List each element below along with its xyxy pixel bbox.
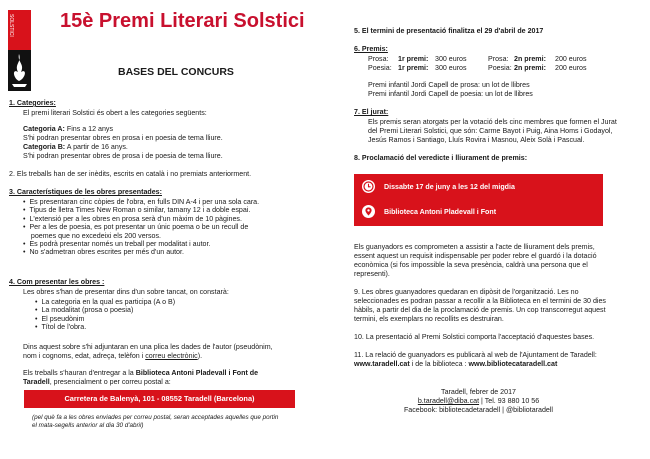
section-4-intro: Les obres s'han de presentar dins d'un sobre tancat, on constarà: bbox=[23, 288, 229, 296]
footer-email-link[interactable]: b.taradell@diba.cat bbox=[417, 397, 480, 405]
footer-date: Taradell, febrer de 2017 bbox=[441, 388, 516, 396]
postal-note-1: (pel què fa a les obres enviades per correu postal, seran acceptades aquelles que portin bbox=[32, 414, 279, 421]
children-prize-poetry: Premi infantil Jordi Capell de poesia: un lot de llibres bbox=[368, 90, 533, 98]
section-10-text: 10. La presentació al Premi Solstici comporta l'acceptació d'aquestes bases. bbox=[354, 333, 595, 341]
list-item: • Es presentaran cinc còpies de l'obra, en fulls DIN A-4 i per una sola cara. bbox=[23, 198, 260, 206]
prize-row: Poesia: 1r premi: 300 euros Poesia: 2n premi: 200 euros bbox=[368, 64, 587, 72]
section-1-intro: El premi literari Solstici és obert a les categories següents: bbox=[23, 109, 207, 117]
email-link[interactable]: correu electrònic bbox=[145, 352, 198, 360]
list-item: • Es podrà presentar només un treball per modalitat i autor. bbox=[23, 240, 211, 249]
section-11-l1: 11. La relació de guanyadors es publicarà al web de l'Ajuntament de Taradell: bbox=[354, 351, 597, 359]
section-9-l2: seleccionades es podran passar a recollir a la Biblioteca en el termini de 30 dies bbox=[354, 297, 606, 305]
jury-line-3: Jesús Ramos i Santiago, Lluís Rovira i Masnou, Aleix Solà i Pascual. bbox=[368, 136, 585, 144]
section-4-heading: 4. Com presentar les obres : bbox=[9, 278, 105, 286]
children-prize-prose: Premi infantil Jordi Capell de prosa: un lot de llibres bbox=[368, 81, 530, 89]
section-3-heading: 3. Característiques de les obres presentades: bbox=[9, 188, 162, 196]
jury-line-1: Els premis seran atorgats per la votació dels cinc membres que formen el Jurat bbox=[368, 118, 617, 126]
section-4-p3: Els treballs s'hauran d'entregar a la Biblioteca Antoni Pladevall i Font de bbox=[23, 369, 259, 377]
page-subtitle: BASES DEL CONCURS bbox=[118, 66, 234, 78]
section-3-list bbox=[23, 198, 259, 257]
section-2-text: 2. Els treballs han de ser inèdits, escrits en català i no premiats anteriorment. bbox=[9, 170, 252, 178]
solstici-logo bbox=[8, 10, 31, 91]
section-8-heading: 8. Proclamació del veredicte i lliurament de premis: bbox=[354, 154, 528, 162]
list-item: • El pseudònim bbox=[35, 314, 85, 323]
prize-row: Prosa: 1r premi: 300 euros Prosa: 2n premi: 200 euros bbox=[368, 55, 587, 63]
list-item: • Títol de l'obra. bbox=[35, 323, 87, 332]
section-4-list bbox=[35, 298, 175, 332]
section-6-heading: 6. Premis: bbox=[354, 45, 388, 53]
section-5-text: 5. El termini de presentació finalitza el 29 d'abril de 2017 bbox=[354, 27, 544, 35]
section-4-p3-cont: Taradell, presencialment o per correu postal a: bbox=[23, 378, 171, 386]
section-8-p1: Els guanyadors es comprometen a assistir a l'acte de lliurament dels premis, bbox=[354, 243, 595, 251]
category-b-label: Categoria B: bbox=[23, 143, 66, 151]
section-9-l1: 9. Les obres guanyadores quedaran en dipòsit de l'organització. Les no bbox=[354, 288, 579, 296]
logo-text: SOLSTICI bbox=[8, 14, 14, 37]
category-a-desc: S'hi podran presentar obres en prosa i en poesia de tema lliure. bbox=[23, 134, 223, 142]
flame-icon bbox=[10, 54, 29, 88]
footer-contact: b.taradell@diba.cat | Tel. 93 880 10 56 bbox=[417, 397, 540, 405]
page-title: 15è Premi Literari Solstici bbox=[60, 10, 305, 32]
list-item: poemes que no excedeixi els 200 versos. bbox=[30, 231, 162, 240]
section-11-l2: www.taradell.cat i de la biblioteca : www.bibliotecataradell.cat bbox=[354, 360, 558, 368]
category-b bbox=[23, 143, 128, 151]
list-item: • No s'admetran obres escrites per més d'un autor. bbox=[23, 248, 184, 257]
list-item: • Per a les de poesia, es pot presentar un únic poema o be un recull de bbox=[23, 223, 249, 232]
section-8-p2: essent aquest un requisit indispensable per poder rebre el guardó i la dotació bbox=[354, 252, 597, 260]
library-name: Biblioteca Antoni Pladevall i Font de bbox=[135, 369, 259, 377]
address-box: Carretera de Balenyà, 101 - 08552 Taradell (Barcelona) bbox=[24, 390, 295, 408]
category-b-age: A partir de 16 anys. bbox=[65, 143, 128, 151]
category-b-desc: S'hi podran presentar obres de prosa i de poesia de tema lliure. bbox=[23, 152, 223, 160]
postal-note-2: el mata-segells anterior al dia 30 d'abril) bbox=[32, 422, 144, 429]
section-9-l4: termini, els exemplars no recollits es destruiran. bbox=[354, 315, 504, 323]
category-a-label: Categoria A: bbox=[23, 125, 65, 133]
list-item: • Tipus de lletra Times New Roman o similar, tamany 12 i a doble espai. bbox=[23, 206, 251, 215]
category-a-age: Fins a 12 anys bbox=[64, 125, 114, 133]
event-info-box bbox=[354, 174, 603, 226]
section-8-p4: representi). bbox=[354, 270, 390, 278]
web-link-ajuntament[interactable]: www.taradell.cat bbox=[354, 360, 410, 368]
jury-line-2: del Premi Literari Solstici, que són: Carme Bayot i Puig, Aina Homs i Godayol, bbox=[368, 127, 613, 135]
event-date: Dissabte 17 de juny a les 12 del migdia bbox=[384, 183, 515, 191]
event-place: Biblioteca Antoni Pladevall i Font bbox=[384, 208, 497, 216]
map-pin-icon bbox=[362, 205, 375, 218]
footer-social: Facebook: bibliotecadetaradell | @bibliotaradell bbox=[403, 406, 554, 414]
list-item: • La modalitat (prosa o poesia) bbox=[35, 306, 134, 315]
clock-icon bbox=[362, 180, 375, 193]
section-1-heading: 1. Categories: bbox=[9, 99, 56, 107]
category-a bbox=[23, 125, 113, 133]
section-4-p2: nom i cognoms, edat, adreça, telèfon i correu electrònic). bbox=[23, 352, 203, 360]
section-8-p3: econòmica (si fos impossible la seva presència, caldrà una persona que el bbox=[354, 261, 588, 269]
section-7-heading: 7. El jurat: bbox=[354, 108, 389, 116]
section-9-l3: hàbils, a partir del dia de la proclamació de premis. Un cop transcorregut aquest bbox=[354, 306, 606, 314]
section-4-p1: Dins aquest sobre s'hi adjuntaran en una plica les dades de l'autor (pseudònim, bbox=[23, 343, 273, 351]
web-link-biblioteca[interactable]: www.bibliotecataradell.cat bbox=[468, 360, 558, 368]
list-item: • La categoria en la qual es participa (A o B) bbox=[35, 298, 176, 306]
list-item: • L'extensió per a les obres en prosa serà d'un màxim de 10 pàgines. bbox=[23, 214, 242, 223]
